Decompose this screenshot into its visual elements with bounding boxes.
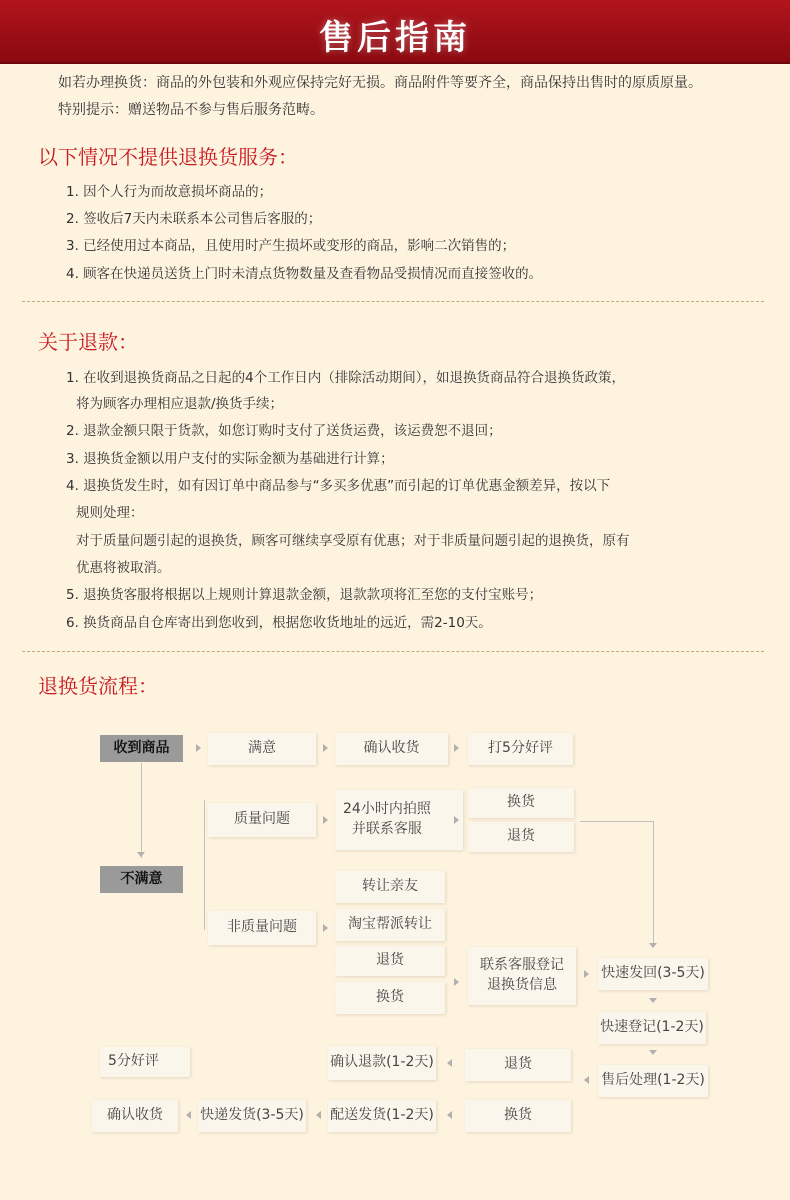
arrow-right-icon: [584, 970, 589, 978]
refund-line: 4. 退换货发生时，如有因订单中商品参与“多买多优惠”而引起的订单优惠金额差异，按以下: [66, 478, 611, 494]
refund-line: 将为顾客办理相应退款/换货手续；: [76, 396, 284, 412]
divider: [22, 651, 764, 652]
arrow-down-icon: [137, 852, 145, 857]
arrow-left-icon: [584, 1076, 589, 1084]
no-service-item: 4. 顾客在快递员送货上门时未清点货物数量及查看物品受损情况而直接签收的。: [66, 266, 543, 282]
ship-out-box: 配送发货(1-2天): [328, 1100, 436, 1132]
arrow-down-icon: [649, 943, 657, 948]
connector-line: [653, 821, 654, 945]
connector-line: [141, 763, 142, 858]
page-title: 售后指南: [319, 18, 471, 58]
taobao-transfer-box: 淘宝帮派转让: [335, 909, 445, 941]
photo-contact-box: 24小时内拍照 并联系客服: [335, 790, 463, 850]
express-back-box: 快速发回(3-5天): [598, 958, 708, 990]
exchange-box: 换货: [465, 1100, 571, 1132]
express-delivery-box: 快递发货(3-5天): [198, 1100, 306, 1132]
arrow-down-icon: [649, 1050, 657, 1055]
refund-line: 1. 在收到退换货商品之日起的4个工作日内（排除活动期间），如退换货商品符合退换货政策，: [66, 370, 626, 386]
contact-register-box: 联系客服登记 退换货信息: [468, 947, 576, 1005]
refund-line: 5. 退换货客服将根据以上规则计算退款金额，退款款项将汇至您的支付宝账号；: [66, 587, 543, 603]
connector-line: [204, 800, 205, 930]
exchange-box: 换货: [468, 788, 574, 818]
return-box: 退货: [468, 822, 574, 852]
arrow-right-icon: [454, 744, 459, 752]
confirm-refund-box: 确认退款(1-2天): [328, 1046, 436, 1080]
arrow-down-icon: [649, 998, 657, 1003]
arrow-left-icon: [447, 1059, 452, 1067]
good-review-box: 打5分好评: [468, 733, 573, 765]
refund-line: 6. 换货商品自仓库寄出到您收到，根据您收货地址的远近，需2-10天。: [66, 615, 492, 631]
confirm-receipt-box: 确认收货: [92, 1100, 178, 1132]
refund-line: 对于质量问题引起的退换货，顾客可继续享受原有优惠；对于非质量问题引起的退换货，原有: [76, 533, 630, 549]
no-service-item: 1. 因个人行为而故意损坏商品的；: [66, 184, 273, 200]
no-service-title: 以下情况不提供退换货服务：: [38, 145, 298, 169]
refund-line: 3. 退换货金额以用户支付的实际金额为基础进行计算；: [66, 451, 394, 467]
refund-line: 优惠将被取消。: [76, 560, 171, 576]
process-title: 退换货流程：: [38, 674, 158, 698]
arrow-left-icon: [447, 1111, 452, 1119]
divider: [22, 301, 764, 302]
satisfied-box: 满意: [208, 733, 316, 765]
arrow-right-icon: [323, 816, 328, 824]
no-service-item: 2. 签收后7天内未联系本公司售后客服的；: [66, 211, 322, 227]
confirm-receipt-box: 确认收货: [335, 733, 448, 765]
exchange-box: 换货: [335, 982, 445, 1014]
after-sale-box: 售后处理(1-2天): [598, 1065, 708, 1097]
refund-title: 关于退款：: [38, 330, 138, 354]
refund-line: 2. 退款金额只限于货款，如您订购时支付了送货运费，该运费恕不退回；: [66, 423, 502, 439]
gift-friend-box: 转让亲友: [335, 871, 445, 903]
intro-line-1: 如若办理换货：商品的外包装和外观应保持完好无损。商品附件等要齐全，商品保持出售时的原质原量。: [58, 75, 702, 91]
arrow-right-icon: [454, 816, 459, 824]
arrow-right-icon: [323, 744, 328, 752]
receive-goods-box: 收到商品: [100, 735, 183, 762]
arrow-right-icon: [323, 924, 328, 932]
arrow-right-icon: [196, 744, 201, 752]
arrow-left-icon: [316, 1111, 321, 1119]
quality-issue-box: 质量问题: [208, 803, 316, 837]
return-box: 退货: [335, 946, 445, 976]
connector-line: [580, 821, 654, 822]
unsatisfied-box: 不满意: [100, 866, 183, 893]
no-service-item: 3. 已经使用过本商品，且使用时产生损坏或变形的商品，影响二次销售的；: [66, 238, 516, 254]
non-quality-issue-box: 非质量问题: [208, 911, 316, 945]
intro-line-2: 特别提示：赠送物品不参与售后服务范畴。: [58, 102, 324, 118]
arrow-right-icon: [454, 978, 459, 986]
refund-line: 规则处理：: [76, 505, 144, 521]
return-box: 退货: [465, 1049, 571, 1081]
express-register-box: 快速登记(1-2天): [598, 1012, 706, 1044]
five-star-box: 5分好评: [100, 1047, 190, 1077]
page-header: [0, 0, 790, 64]
arrow-left-icon: [186, 1111, 191, 1119]
